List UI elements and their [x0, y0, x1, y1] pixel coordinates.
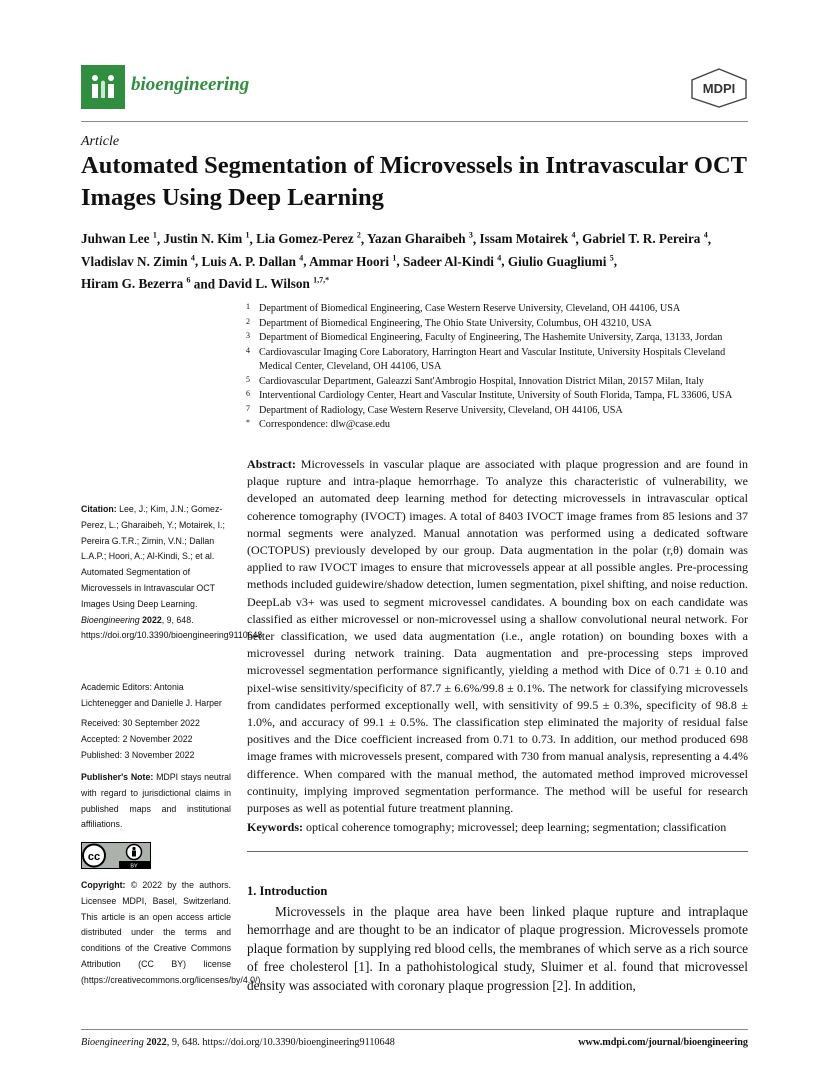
- cc-by-label: BY: [130, 863, 138, 869]
- affiliation-mark: *: [246, 418, 250, 427]
- affiliation-text: Department of Biomedical Engineering, Case Western Reserve University, Cleveland, OH 44106, USA: [259, 303, 681, 314]
- affiliation-item: [246, 302, 751, 317]
- publisher-note-label: Publisher's Note:: [81, 772, 154, 782]
- author-name[interactable]: Yazan Gharaibeh $^3$: [367, 231, 473, 247]
- author-affiliation-mark: 4: [190, 253, 195, 263]
- affiliation-item: [246, 404, 751, 419]
- keywords: [247, 819, 748, 836]
- author-affiliation-mark: 6: [186, 275, 191, 285]
- author-affiliation-mark: 3: [468, 231, 473, 240]
- author-affiliation-mark: 4: [703, 231, 708, 240]
- affiliation-item: [246, 331, 751, 346]
- author-affiliation-mark: 1: [152, 231, 157, 240]
- citation-year: 2022: [142, 614, 162, 625]
- author-affiliation-mark: 2: [356, 231, 361, 240]
- author-name[interactable]: Vladislav N. Zimin $^4$: [81, 253, 195, 269]
- author-name[interactable]: Giulio Guagliumi $^5$: [507, 253, 614, 269]
- author-affiliation-mark: 1: [245, 231, 250, 240]
- citation-doi[interactable]: , 9, 648. https://doi.org/10.3390/bioengineering9110648: [81, 614, 263, 641]
- author-affiliation-mark: 5: [609, 253, 614, 263]
- citation-text: Lee, J.; Kim, J.N.; Gomez-Perez, L.; Gharaibeh, Y.; Motairek, I.; Pereira G.T.R.; Zimin, V.N.; Dallan L.A.P.; Hoori, A.; Al-Kindi, S.; et al. Automated Segmentation of Microvessels in Intravascular OCT Images Using Deep Learning.: [81, 504, 225, 609]
- author-name[interactable]: David L. Wilson $^{1,7,*}$: [218, 275, 330, 292]
- author-name[interactable]: Justin N. Kim $^1$: [163, 231, 250, 247]
- author-name[interactable]: Luis A. P. Dallan $^4$: [201, 253, 304, 269]
- footer-journal: Bioengineering: [81, 1037, 144, 1048]
- section-heading: 1. Introduction: [247, 884, 328, 898]
- affiliation-text: Department of Biomedical Engineering, The Ohio State University, Columbus, OH 43210, USA: [259, 317, 652, 329]
- footer-citation: [81, 1037, 395, 1048]
- affiliation-list: [246, 302, 751, 433]
- header-divider: [81, 121, 748, 122]
- affiliation-mark: 4: [246, 345, 250, 355]
- citation-journal: Bioengineering: [81, 614, 140, 625]
- affiliation-mark: 2: [246, 316, 250, 326]
- affiliation-mark: 5: [246, 374, 250, 384]
- copyright-text: © 2022 by the authors. Licensee MDPI, Basel, Switzerland. This article is an open access article distributed under the terms and conditions of the Creative Commons Attribution (CC BY) license (https://creativecommons.org/licenses/by/4.0/).: [81, 880, 263, 985]
- footer-year: 2022: [146, 1037, 167, 1048]
- mdpi-logo-icon[interactable]: [690, 68, 748, 108]
- affiliation-text: Interventional Cardiology Center, Heart and Vascular Institute, University of South Florida, Tampa, FL 33606, USA: [259, 390, 733, 401]
- author-affiliation-mark: 1: [392, 253, 397, 263]
- author-name[interactable]: Ammar Hoori $^1$: [309, 253, 397, 269]
- footer-doi[interactable]: , 9, 648. https://doi.org/10.3390/bioengineering9110648: [166, 1037, 395, 1048]
- copyright-notice: [81, 878, 263, 989]
- affiliation-text: Department of Biomedical Engineering, Faculty of Engineering, The Hashemite University, Zarqa, 13133, Jordan: [259, 332, 723, 343]
- author-affiliation-mark: 4: [299, 253, 304, 263]
- affiliation-mark: 3: [246, 331, 250, 340]
- affiliation-text: Department of Radiology, Case Western Reserve University, Cleveland, OH 44106, USA: [259, 404, 623, 416]
- author-name[interactable]: Lia Gomez-Perez $^2$: [256, 231, 361, 247]
- abstract-text: Microvessels in vascular plaque are associated with plaque progression and are found in plaque rupture and intra-plaque hemorrhage. To analyze this characteristic of vulnerability, we developed an automated deep learning method for detecting microvessels in intravascular optical coherence tomography (IVOCT) images. A total of 8403 IVOCT image frames from 85 lesions and 37 normal segments were analyzed. Manual annotation was performed using a dedicated software (OCTOPUS) previously developed by our group. Data augmentation in the polar (r,θ) domain was applied to raw IVOCT images to ensure that microvessels appear at all possible angles. Pre-processing methods included guidewire/shadow detection, lumen segmentation, pixel shifting, and noise reduction. DeepLab v3+ was used to segment microvessel candidates. A bounding box on each candidate was classified as either microvessel or non-microvessel using a shallow convolutional neural network. For better classification, we used data augmentation (i.e., angle rotation) on bounding boxes with a microvessel during network training. Data augmentation and pre-processing steps improved microvessel segmentation performance significantly, yielding a method with Dice of 0.71 ± 0.10 and pixel-wise sensitivity/specificity of 87.7 ± 6.6%/99.8 ± 0.1%. The network for classifying microvessels from candidates performed exceptionally well, with sensitivity of 99.5 ± 0.3%, specificity of 98.8 ± 1.0%, and accuracy of 99.1 ± 0.5%. The classification step eliminated the majority of residual false positives and the Dice coefficient increased from 0.71 to 0.73. In addition, our method produced 698 image frames with microvessels present, compared with 730 from manual analysis, representing a 4.4% difference. When compared with the manual method, the automated method improved microvessel continuity, implying improved segmentation performance. The method will be useful for research purposes as well as potential future treatment planning.: [247, 457, 749, 816]
- author-name[interactable]: Sadeer Al-Kindi $^4$: [402, 253, 502, 269]
- affiliation-item: [246, 418, 751, 433]
- author-name[interactable]: Hiram G. Bezerra $^6$: [81, 275, 191, 292]
- journal-name[interactable]: bioengineering: [131, 74, 250, 95]
- publisher-note-text: MDPI stays neutral with regard to jurisdictional claims in published maps and institutional affiliations.: [81, 772, 232, 830]
- received-date: Received: 30 September 2022: [81, 718, 200, 728]
- article-dates: [81, 716, 231, 763]
- keywords-text: optical coherence tomography; microvessel; deep learning; segmentation; classification: [306, 820, 727, 834]
- copyright-label: Copyright:: [81, 880, 126, 890]
- abstract-divider: [247, 851, 748, 852]
- abstract: [247, 456, 748, 817]
- author-name[interactable]: Gabriel T. R. Pereira $^4$: [582, 231, 708, 247]
- article-type-label: Article: [81, 134, 120, 149]
- affiliation-item: [246, 375, 751, 390]
- affiliation-text: Cardiovascular Department, Galeazzi Sant'Ambrogio Hospital, Innovation District Milan, 20157 Milan, Italy: [259, 375, 704, 387]
- author-list: Juhwan Lee $^1$, Justin N. Kim $^1$, Lia Gomez-Perez $^2$, Yazan Gharaibeh $^3$, Issam Motairek $^4$, Gabriel T. R. Pereira $^4$, Vladislav N. Zimin $^4$, Luis A. P. Dallan $^4$, Ammar Hoori $^1$, Sadeer Al-Kindi $^4$, Giulio Guagliumi $^5$, Hiram G. Bezerra $^6$ and David L. Wilson $^{1,7,*}$: [81, 231, 711, 292]
- publisher-name: MDPI: [702, 81, 736, 96]
- affiliation-item: [246, 389, 751, 404]
- affiliation-text: Cardiovascular Imaging Core Laboratory, Harrington Heart and Vascular Institute, University Hospitals Cleveland Medical Center, Cleveland, OH 44106, USA: [259, 346, 726, 372]
- article-title: Automated Segmentation of Microvessels in Intravascular OCT Images Using Deep Learning: [81, 152, 747, 211]
- affiliation-mark: 1: [246, 302, 250, 311]
- affiliation-item: [246, 346, 751, 375]
- abstract-label: Abstract:: [247, 457, 296, 471]
- accepted-date: Accepted: 2 November 2022: [81, 733, 193, 744]
- citation-block: [81, 502, 263, 644]
- author-name[interactable]: Issam Motairek $^4$: [479, 231, 576, 247]
- affiliation-mark: 6: [246, 389, 250, 398]
- affiliation-text[interactable]: Correspondence: dlw@case.edu: [259, 419, 391, 430]
- affiliation-item: [246, 317, 751, 332]
- publisher-note: [81, 770, 231, 833]
- citation-label: Citation:: [81, 504, 117, 514]
- footer-journal-url[interactable]: www.mdpi.com/journal/bioengineering: [578, 1037, 748, 1048]
- footer-divider: [81, 1029, 748, 1030]
- academic-editors: Academic Editors: Antonia Lichtenegger and Danielle J. Harper: [81, 682, 222, 708]
- svg-text:cc: cc: [87, 851, 101, 863]
- author-affiliation-mark: 4: [497, 253, 502, 263]
- author-name[interactable]: Juhwan Lee $^1$: [81, 231, 157, 247]
- affiliation-mark: 7: [246, 403, 250, 413]
- keywords-label: Keywords:: [247, 820, 303, 834]
- author-affiliation-mark: 4: [571, 231, 576, 240]
- creative-commons-by-icon[interactable]: [81, 842, 151, 869]
- author-affiliation-mark: 1,7,*: [313, 275, 330, 285]
- bioengineering-logo-icon: [81, 65, 125, 109]
- intro-paragraph: Microvessels in the plaque area have been linked plaque rupture and intraplaque hemorrhage and are thought to be an indicator of plaque progression. Microvessels promote plaque formation by supplying red blood cells, the membranes of which serve as a rich source of free cholesterol [1]. In a pathohistological study, Sluimer et al. found that microvessel density was associated with coronary plaque progression [2]. In addition,: [247, 904, 748, 993]
- published-date: Published: 3 November 2022: [81, 749, 195, 760]
